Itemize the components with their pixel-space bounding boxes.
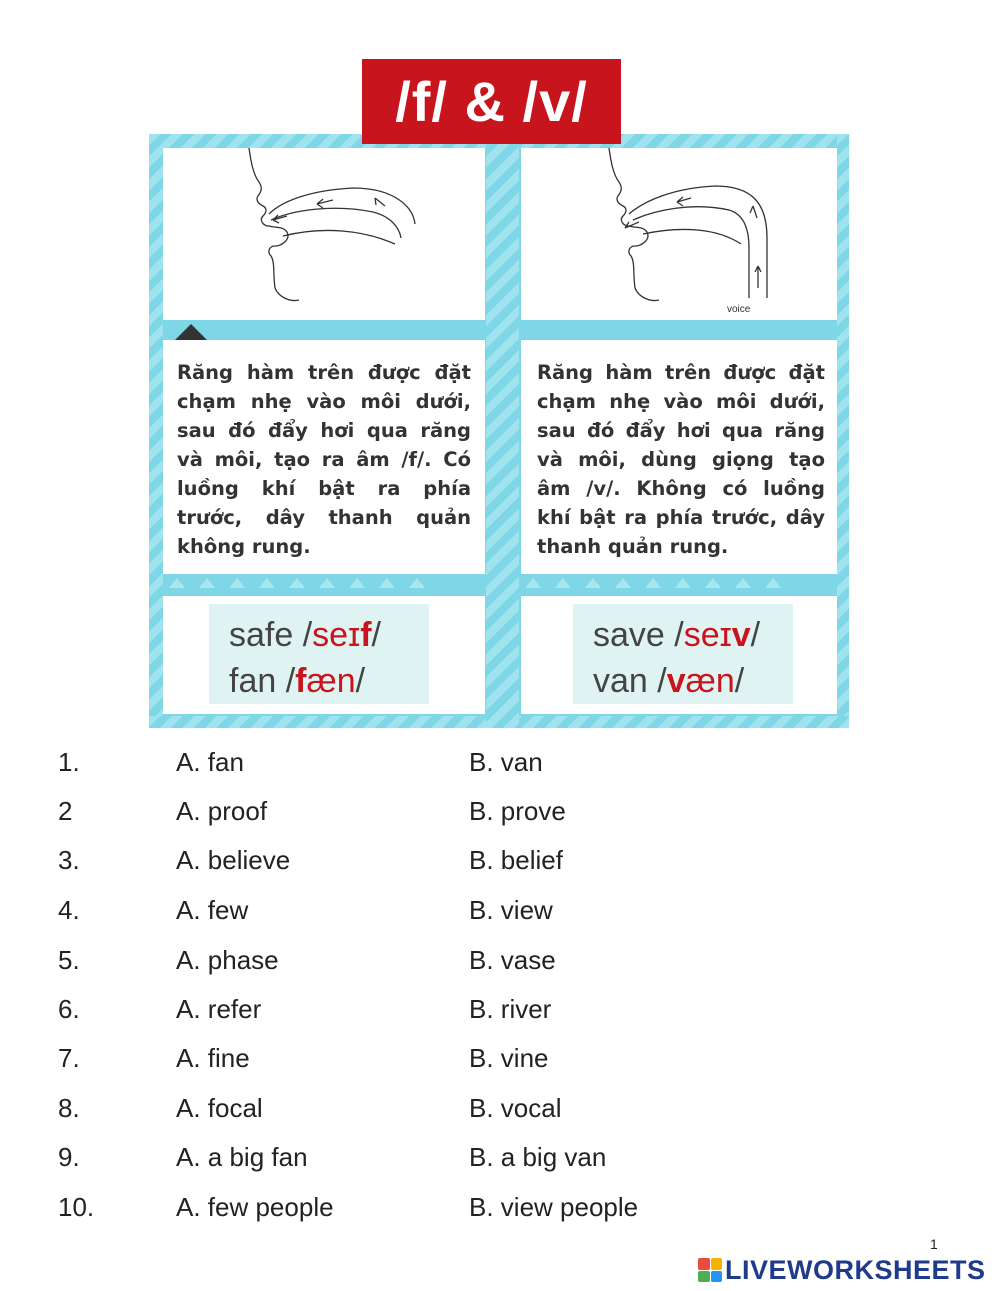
option-a[interactable]: A. fan: [176, 747, 244, 777]
option-b[interactable]: B. belief: [469, 845, 563, 875]
v-description-card: [521, 340, 837, 574]
question-number: 10.: [58, 1192, 95, 1222]
option-b[interactable]: B. river: [469, 994, 552, 1024]
page-title: /f/ & /v/: [362, 59, 621, 144]
question-number: 9.: [58, 1142, 80, 1172]
question-number: 3.: [58, 845, 80, 875]
question-number: 1.: [58, 747, 80, 777]
v-example-2: van /væn/: [593, 662, 745, 700]
triangle-row-icon: [169, 576, 489, 588]
v-diagram-card: [521, 148, 837, 320]
v-example-card: [521, 596, 837, 714]
v-example-1: save /seɪv/: [593, 616, 761, 654]
decorative-stripe: [149, 134, 163, 728]
question-number: 6.: [58, 994, 80, 1024]
option-b[interactable]: B. view people: [469, 1192, 639, 1222]
f-example-1: safe /seɪf/: [229, 616, 381, 654]
f-description-text: Răng hàm trên được đặt chạm nhẹ vào môi dưới, sau đó đẩy hơi qua răng và môi, tạo ra âm /f/. Có luồng khí bật ra phía trước, dây thanh quản không rung.: [177, 361, 471, 558]
option-a[interactable]: A. believe: [176, 845, 291, 875]
question-row: [0, 1142, 1000, 1182]
option-a[interactable]: A. proof: [176, 796, 268, 826]
question-number: 4.: [58, 895, 80, 925]
option-a[interactable]: A. fine: [176, 1043, 250, 1073]
option-a[interactable]: A. phase: [176, 945, 279, 975]
question-row: [0, 945, 1000, 985]
option-b[interactable]: B. vocal: [469, 1093, 562, 1123]
option-b[interactable]: B. vase: [469, 945, 556, 975]
f-description-card: [163, 340, 485, 574]
illustration-panel: [149, 134, 849, 728]
v-example-box: [573, 604, 793, 704]
mouth-diagram-v-icon: [521, 148, 837, 320]
liveworksheets-logo: [698, 1254, 986, 1286]
question-number: 7.: [58, 1043, 80, 1073]
option-a[interactable]: A. focal: [176, 1093, 263, 1123]
question-number: 2: [58, 796, 73, 826]
f-diagram-card: [163, 148, 485, 320]
f-example-card: [163, 596, 485, 714]
option-b[interactable]: B. prove: [469, 796, 566, 826]
mouth-diagram-f-icon: [163, 148, 485, 320]
option-a[interactable]: A. few: [176, 895, 249, 925]
triangle-marker-icon: [175, 322, 207, 340]
f-example-2: fan /fæn/: [229, 662, 366, 700]
option-b[interactable]: B. van: [469, 747, 543, 777]
question-row: [0, 747, 1000, 787]
logo-text: LIVEWORKSHEETS: [725, 1254, 986, 1285]
triangle-row-icon: [525, 576, 845, 588]
question-number: 8.: [58, 1093, 80, 1123]
question-number: 5.: [58, 945, 80, 975]
option-b[interactable]: B. vine: [469, 1043, 549, 1073]
page-number: 1: [930, 1236, 938, 1252]
option-b[interactable]: B. a big van: [469, 1142, 607, 1172]
option-b[interactable]: B. view: [469, 895, 553, 925]
voice-label: voice: [727, 304, 751, 315]
question-row: [0, 1093, 1000, 1133]
v-description-text: Răng hàm trên được đặt chạm nhẹ vào môi dưới, sau đó đẩy hơi qua răng và môi, dùng giọng tạo âm /v/. Không có luồng khí bật ra phía trước, dây thanh quản rung.: [537, 361, 825, 558]
option-a[interactable]: A. a big fan: [176, 1142, 308, 1172]
option-a[interactable]: A. refer: [176, 994, 262, 1024]
f-example-box: [209, 604, 429, 704]
option-a[interactable]: A. few people: [176, 1192, 334, 1222]
question-row: [0, 845, 1000, 885]
decorative-stripe: [837, 134, 849, 728]
question-row: [0, 796, 1000, 836]
question-row: [0, 895, 1000, 935]
decorative-stripe: [486, 134, 519, 728]
question-row: [0, 1192, 1000, 1232]
question-row: [0, 994, 1000, 1034]
question-row: [0, 1043, 1000, 1083]
liveworksheets-logo-icon: [698, 1258, 722, 1282]
